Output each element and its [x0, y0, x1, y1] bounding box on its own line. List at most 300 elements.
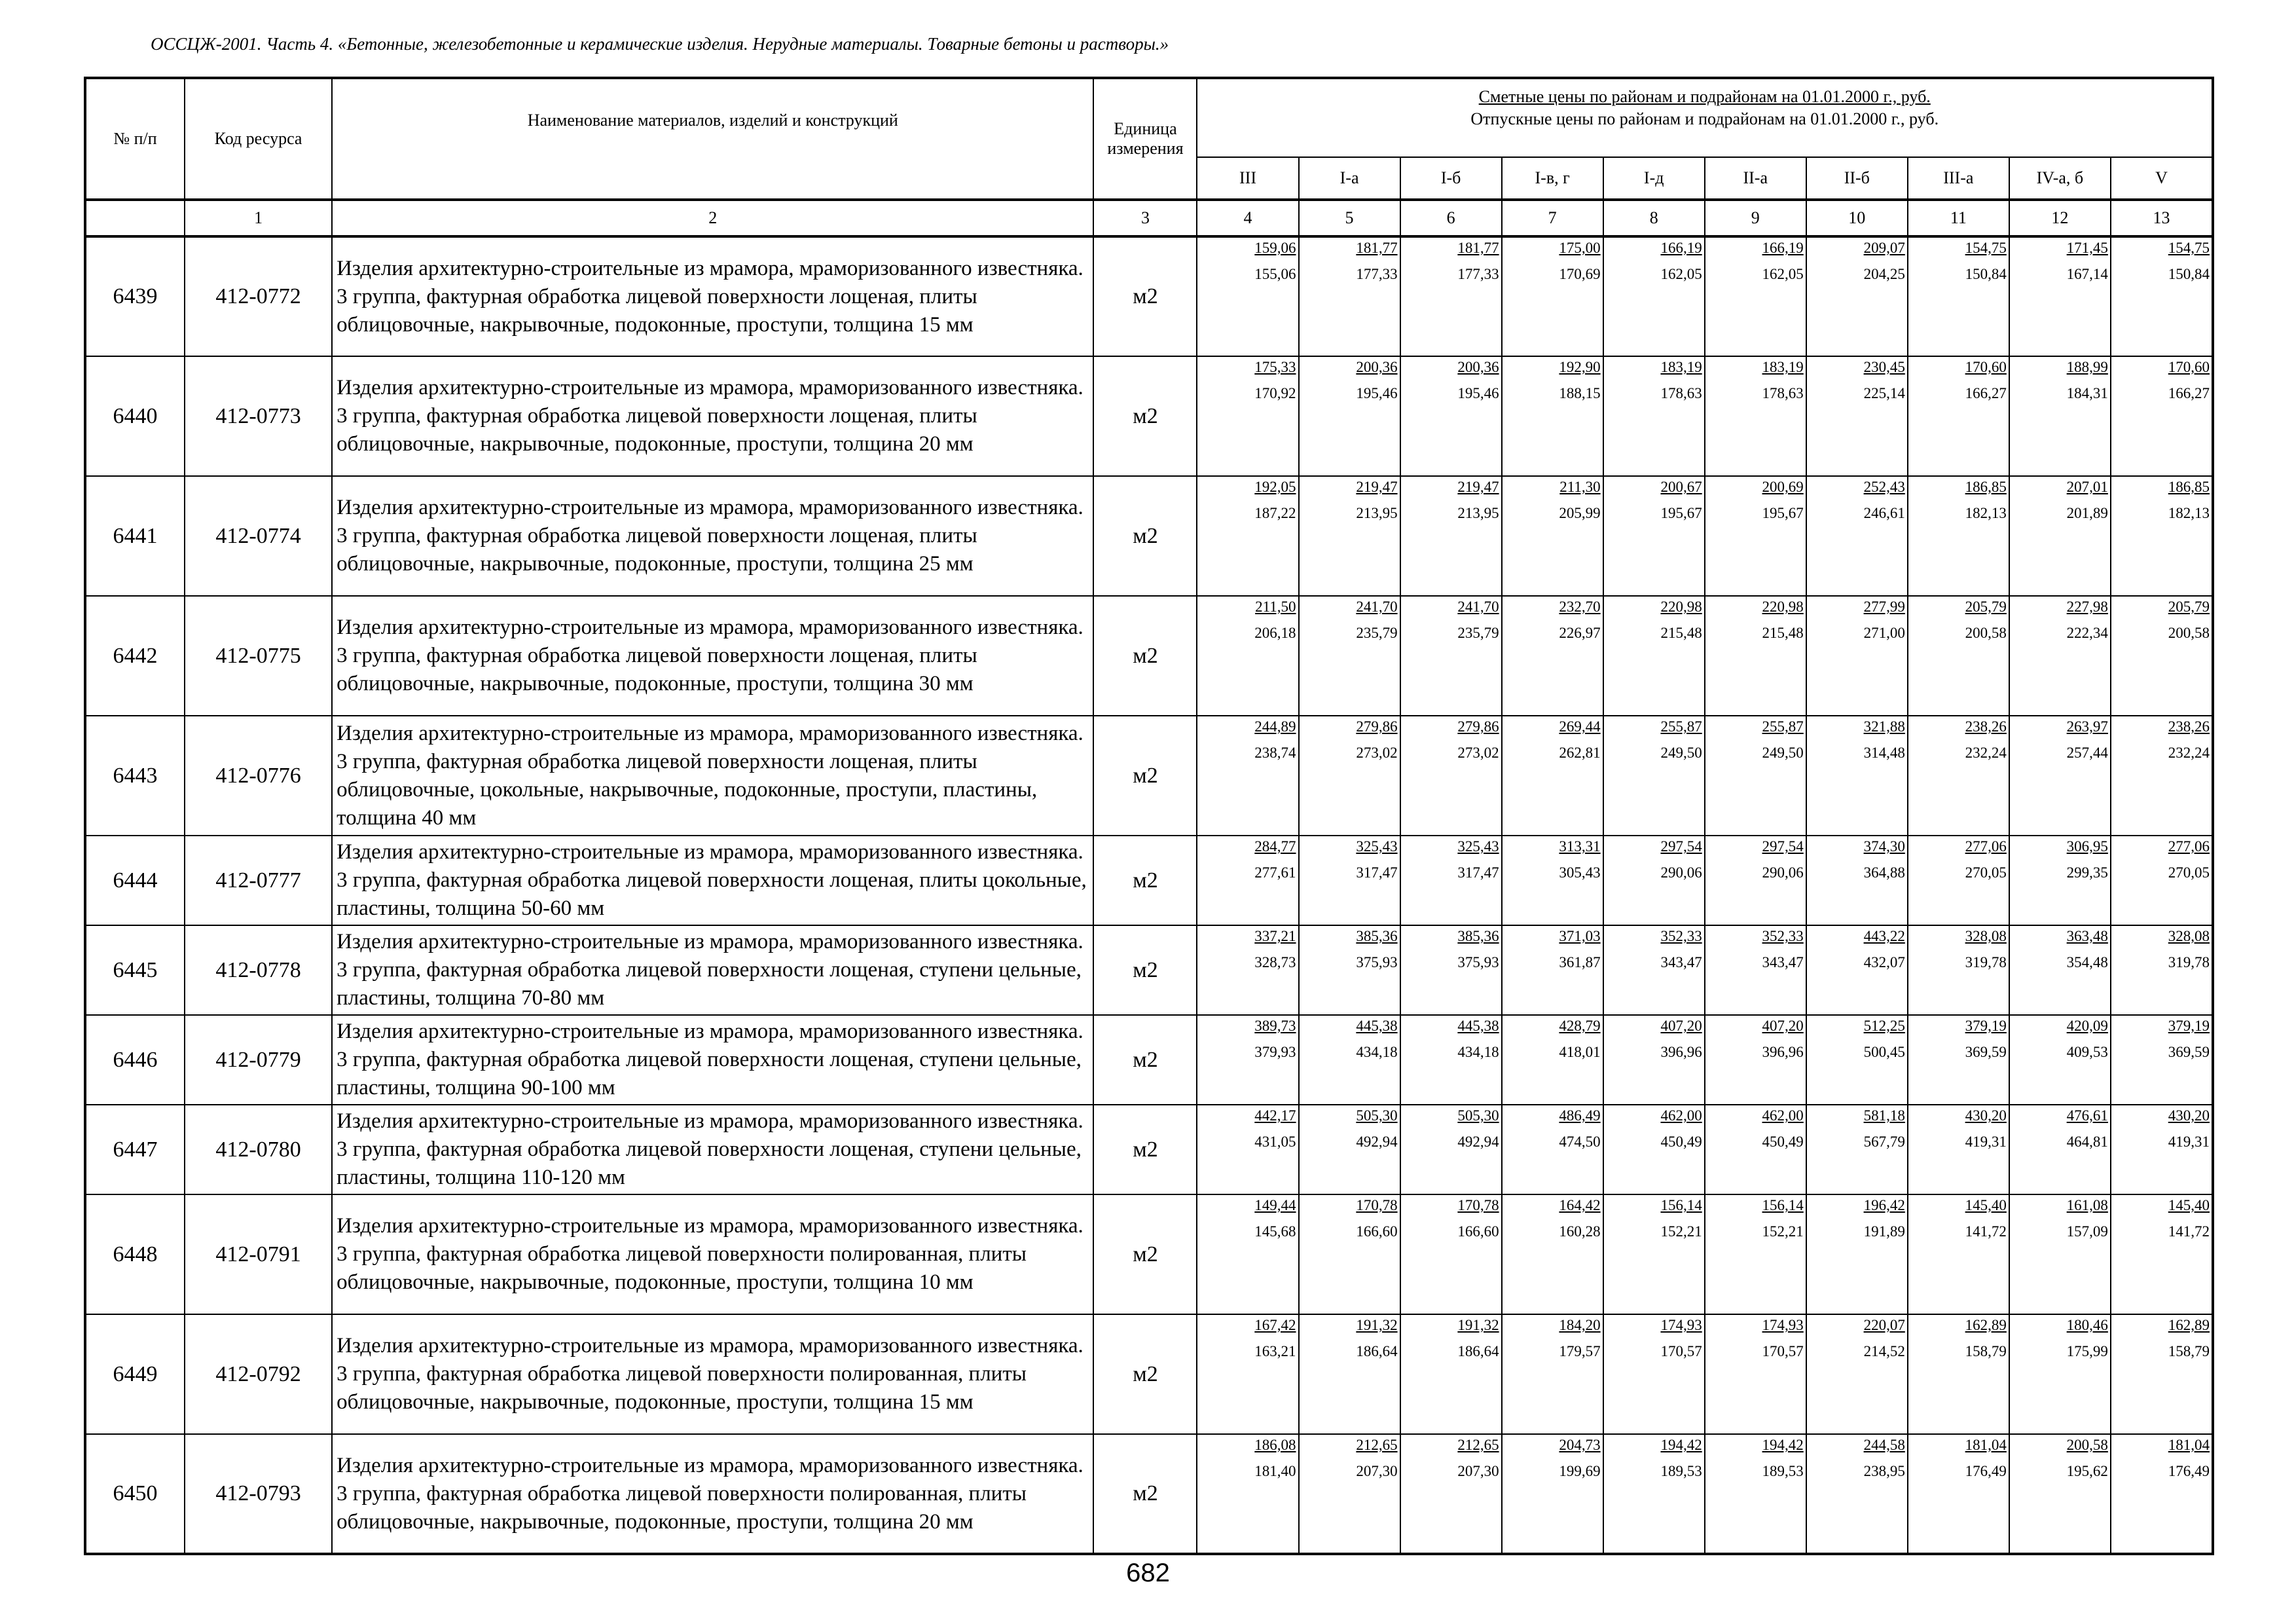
estimated-price: 238,26 [1965, 718, 2007, 735]
estimated-price: 174,93 [1660, 1317, 1702, 1333]
wholesale-price: 195,46 [1457, 385, 1499, 401]
estimated-price: 200,69 [1762, 479, 1804, 495]
wholesale-price: 145,68 [1254, 1223, 1296, 1240]
unit-of-measure: м2 [1093, 356, 1197, 476]
wholesale-price: 213,95 [1356, 505, 1398, 521]
row-number: 6448 [85, 1194, 185, 1314]
price-cell [2009, 236, 2111, 356]
wholesale-price: 162,05 [1660, 266, 1702, 282]
price-cell [1705, 1015, 1806, 1105]
resource-code: 412-0780 [185, 1105, 332, 1194]
price-cell [1400, 1105, 1502, 1194]
estimated-price: 154,75 [2168, 240, 2210, 256]
column-number: 13 [2111, 200, 2213, 236]
price-cell [1603, 236, 1705, 356]
estimated-price: 166,19 [1762, 240, 1804, 256]
column-number: 5 [1299, 200, 1400, 236]
price-cell [2009, 596, 2111, 716]
price-cell [1705, 1194, 1806, 1314]
wholesale-price: 195,67 [1762, 505, 1804, 521]
wholesale-price: 166,27 [1965, 385, 2007, 401]
estimated-price: 175,33 [1254, 359, 1296, 375]
column-number: 9 [1705, 200, 1806, 236]
wholesale-price: 396,96 [1660, 1044, 1702, 1060]
region-header: V [2111, 157, 2213, 200]
price-cell [1400, 716, 1502, 836]
region-header: II-б [1806, 157, 1908, 200]
unit-of-measure: м2 [1093, 596, 1197, 716]
row-number: 6450 [85, 1434, 185, 1554]
material-name: Изделия архитектурно-строительные из мрамора, мраморизованного известняка. 3 группа, фактурная обработка лицевой поверхности полированная, плиты облицовочные, накрывочные, подоконные, проступи, толщина 20 мм [332, 1434, 1093, 1554]
estimated-price: 337,21 [1254, 928, 1296, 944]
price-cell [1299, 925, 1400, 1015]
wholesale-price: 379,93 [1254, 1044, 1296, 1060]
price-cell [1299, 1194, 1400, 1314]
unit-of-measure: м2 [1093, 1105, 1197, 1194]
price-cell [1705, 236, 1806, 356]
material-name: Изделия архитектурно-строительные из мрамора, мраморизованного известняка. 3 группа, фактурная обработка лицевой поверхности лощеная, плиты облицовочные, накрывочные, подоконные, проступи, толщина 30 мм [332, 596, 1093, 716]
row-number: 6446 [85, 1015, 185, 1105]
material-name: Изделия архитектурно-строительные из мрамора, мраморизованного известняка. 3 группа, фактурная обработка лицевой поверхности лощеная, плиты облицовочные, накрывочные, подоконные, проступи, толщина 25 мм [332, 476, 1093, 596]
table-row [85, 1105, 2213, 1194]
wholesale-price: 166,60 [1457, 1223, 1499, 1240]
wholesale-price: 199,69 [1559, 1463, 1601, 1479]
wholesale-price: 215,48 [1660, 625, 1702, 641]
price-cell [2009, 925, 2111, 1015]
estimated-price: 476,61 [2066, 1107, 2108, 1124]
wholesale-price: 450,49 [1660, 1134, 1702, 1150]
price-cell [1603, 836, 1705, 925]
table-body [85, 236, 2213, 1554]
price-cell [2111, 1434, 2213, 1554]
estimated-price: 156,14 [1660, 1197, 1702, 1213]
row-number: 6444 [85, 836, 185, 925]
price-cell [1705, 476, 1806, 596]
column-number: 11 [1908, 200, 2009, 236]
estimated-price: 167,42 [1254, 1317, 1296, 1333]
price-cell [2009, 356, 2111, 476]
price-cell [2009, 1314, 2111, 1434]
price-cell [1806, 1105, 1908, 1194]
estimated-price: 445,38 [1356, 1018, 1398, 1034]
wholesale-price: 177,33 [1356, 266, 1398, 282]
wholesale-price: 207,30 [1356, 1463, 1398, 1479]
table-row [85, 925, 2213, 1015]
price-cell [1197, 596, 1298, 716]
wholesale-price: 235,79 [1457, 625, 1499, 641]
wholesale-price: 204,25 [1863, 266, 1905, 282]
price-cell [1197, 925, 1298, 1015]
estimated-price: 171,45 [2066, 240, 2108, 256]
wholesale-price: 277,61 [1254, 864, 1296, 881]
estimated-price: 277,06 [2168, 838, 2210, 855]
price-cell [2009, 1194, 2111, 1314]
price-cell [1806, 1434, 1908, 1554]
estimated-price: 321,88 [1863, 718, 1905, 735]
estimated-price: 175,00 [1559, 240, 1601, 256]
wholesale-price: 189,53 [1762, 1463, 1804, 1479]
wholesale-price: 166,27 [2168, 385, 2210, 401]
column-number: 7 [1502, 200, 1603, 236]
material-name: Изделия архитектурно-строительные из мрамора, мраморизованного известняка. 3 группа, фактурная обработка лицевой поверхности лощеная, ступени цельные, пластины, толщина 110-120 мм [332, 1105, 1093, 1194]
estimated-price: 328,08 [1965, 928, 2007, 944]
row-number: 6441 [85, 476, 185, 596]
wholesale-price: 354,48 [2066, 954, 2108, 970]
estimated-price: 170,60 [2168, 359, 2210, 375]
wholesale-price: 238,95 [1863, 1463, 1905, 1479]
estimated-price: 170,78 [1457, 1197, 1499, 1213]
wholesale-price: 195,62 [2066, 1463, 2108, 1479]
estimated-price: 204,73 [1559, 1437, 1601, 1453]
wholesale-price: 207,30 [1457, 1463, 1499, 1479]
price-cell [1908, 1194, 2009, 1314]
estimated-price: 186,85 [2168, 479, 2210, 495]
estimated-price: 191,32 [1356, 1317, 1398, 1333]
price-cell [1705, 1434, 1806, 1554]
price-cell [1705, 356, 1806, 476]
material-name: Изделия архитектурно-строительные из мрамора, мраморизованного известняка. 3 группа, фактурная обработка лицевой поверхности лощеная, плиты цокольные, пластины, толщина 50-60 мм [332, 836, 1093, 925]
material-name: Изделия архитектурно-строительные из мрамора, мраморизованного известняка. 3 группа, фактурная обработка лицевой поверхности лощеная, плиты облицовочные, накрывочные, подоконные, проступи, толщина 20 мм [332, 356, 1093, 476]
estimated-price: 174,93 [1762, 1317, 1804, 1333]
region-header: I-д [1603, 157, 1705, 200]
price-cell [1603, 356, 1705, 476]
price-cell [1400, 1015, 1502, 1105]
price-cell [1197, 356, 1298, 476]
price-cell [1908, 356, 2009, 476]
price-cell [1197, 1015, 1298, 1105]
price-cell [1400, 1314, 1502, 1434]
price-cell [2009, 476, 2111, 596]
wholesale-price: 246,61 [1863, 505, 1905, 521]
material-name: Изделия архитектурно-строительные из мрамора, мраморизованного известняка. 3 группа, фактурная обработка лицевой поверхности полированная, плиты облицовочные, накрывочные, подоконные, проступи, толщина 10 мм [332, 1194, 1093, 1314]
estimated-price: 212,65 [1356, 1437, 1398, 1453]
row-number: 6440 [85, 356, 185, 476]
resource-code: 412-0779 [185, 1015, 332, 1105]
unit-of-measure: м2 [1093, 476, 1197, 596]
estimated-price: 145,40 [2168, 1197, 2210, 1213]
wholesale-price: 213,95 [1457, 505, 1499, 521]
price-cell [1705, 1314, 1806, 1434]
wholesale-price: 157,09 [2066, 1223, 2108, 1240]
wholesale-price: 178,63 [1762, 385, 1804, 401]
wholesale-price: 270,05 [2168, 864, 2210, 881]
wholesale-price: 257,44 [2066, 745, 2108, 761]
estimated-price: 512,25 [1863, 1018, 1905, 1034]
wholesale-price: 290,06 [1660, 864, 1702, 881]
wholesale-price: 205,99 [1559, 505, 1601, 521]
price-cell [1299, 596, 1400, 716]
price-cell [1806, 836, 1908, 925]
price-cell [1908, 716, 2009, 836]
wholesale-price: 160,28 [1559, 1223, 1601, 1240]
estimated-price: 430,20 [1965, 1107, 2007, 1124]
price-cell [1603, 596, 1705, 716]
estimated-price: 181,04 [2168, 1437, 2210, 1453]
unit-of-measure: м2 [1093, 1434, 1197, 1554]
row-number: 6447 [85, 1105, 185, 1194]
price-cell [1197, 1434, 1298, 1554]
col-header-name: Наименование материалов, изделий и конструкций [332, 78, 1093, 200]
wholesale-price: 271,00 [1863, 625, 1905, 641]
wholesale-price: 189,53 [1660, 1463, 1702, 1479]
price-cell [1502, 836, 1603, 925]
table-row [85, 1314, 2213, 1434]
table-row [85, 1194, 2213, 1314]
table-row [85, 476, 2213, 596]
price-cell [1806, 476, 1908, 596]
price-cell [1705, 836, 1806, 925]
estimated-price: 443,22 [1863, 928, 1905, 944]
price-cell [1502, 1194, 1603, 1314]
wholesale-price: 409,53 [2066, 1044, 2108, 1060]
wholesale-price: 319,78 [1965, 954, 2007, 970]
wholesale-price: 343,47 [1660, 954, 1702, 970]
wholesale-price: 328,73 [1254, 954, 1296, 970]
price-cell [2111, 1194, 2213, 1314]
price-cell [1299, 1015, 1400, 1105]
estimated-price: 145,40 [1965, 1197, 2007, 1213]
estimated-price: 205,79 [2168, 599, 2210, 615]
price-cell [1502, 1314, 1603, 1434]
wholesale-price: 162,05 [1762, 266, 1804, 282]
estimated-price: 212,65 [1457, 1437, 1499, 1453]
estimated-price: 252,43 [1863, 479, 1905, 495]
estimated-price: 232,70 [1559, 599, 1601, 615]
wholesale-price: 178,63 [1660, 385, 1702, 401]
price-cell [1197, 716, 1298, 836]
estimated-price: 241,70 [1457, 599, 1499, 615]
price-cell [1603, 1314, 1705, 1434]
wholesale-price: 364,88 [1863, 864, 1905, 881]
estimated-price: 313,31 [1559, 838, 1601, 855]
wholesale-price: 343,47 [1762, 954, 1804, 970]
prices-header-wholesale: Отпускные цены по районам и подрайонам на 01.01.2000 г., руб. [1470, 109, 1939, 128]
estimated-price: 192,05 [1254, 479, 1296, 495]
estimated-price: 181,77 [1457, 240, 1499, 256]
estimated-price: 192,90 [1559, 359, 1601, 375]
estimated-price: 183,19 [1660, 359, 1702, 375]
wholesale-price: 492,94 [1457, 1134, 1499, 1150]
price-cell [1299, 836, 1400, 925]
resource-code: 412-0773 [185, 356, 332, 476]
resource-code: 412-0791 [185, 1194, 332, 1314]
estimated-price: 297,54 [1762, 838, 1804, 855]
estimated-price: 486,49 [1559, 1107, 1601, 1124]
column-number: 1 [185, 200, 332, 236]
table-row [85, 236, 2213, 356]
wholesale-price: 184,31 [2066, 385, 2108, 401]
unit-of-measure: м2 [1093, 236, 1197, 356]
estimated-price: 277,99 [1863, 599, 1905, 615]
estimated-price: 269,44 [1559, 718, 1601, 735]
estimated-price: 238,26 [2168, 718, 2210, 735]
estimated-price: 371,03 [1559, 928, 1601, 944]
estimated-price: 154,75 [1965, 240, 2007, 256]
table-row [85, 1015, 2213, 1105]
estimated-price: 159,06 [1254, 240, 1296, 256]
resource-code: 412-0777 [185, 836, 332, 925]
estimated-price: 385,36 [1356, 928, 1398, 944]
estimated-price: 352,33 [1762, 928, 1804, 944]
wholesale-price: 232,24 [2168, 745, 2210, 761]
estimated-price: 209,07 [1863, 240, 1905, 256]
col-header-prices [1197, 78, 2213, 157]
wholesale-price: 567,79 [1863, 1134, 1905, 1150]
wholesale-price: 369,59 [1965, 1044, 2007, 1060]
wholesale-price: 186,64 [1457, 1343, 1499, 1359]
price-cell [1806, 1015, 1908, 1105]
estimated-price: 186,08 [1254, 1437, 1296, 1453]
material-name: Изделия архитектурно-строительные из мрамора, мраморизованного известняка. 3 группа, фактурная обработка лицевой поверхности лощеная, плиты облицовочные, накрывочные, подоконные, проступи, толщина 15 мм [332, 236, 1093, 356]
table-row [85, 836, 2213, 925]
material-name: Изделия архитектурно-строительные из мрамора, мраморизованного известняка. 3 группа, фактурная обработка лицевой поверхности лощеная, ступени цельные, пластины, толщина 90-100 мм [332, 1015, 1093, 1105]
estimated-price: 166,19 [1660, 240, 1702, 256]
estimated-price: 186,85 [1965, 479, 2007, 495]
estimated-price: 230,45 [1863, 359, 1905, 375]
estimated-price: 205,79 [1965, 599, 2007, 615]
estimated-price: 352,33 [1660, 928, 1702, 944]
price-cell [1705, 596, 1806, 716]
price-cell [2111, 596, 2213, 716]
region-header: I-а [1299, 157, 1400, 200]
row-number: 6449 [85, 1314, 185, 1434]
column-number: 8 [1603, 200, 1705, 236]
wholesale-price: 187,22 [1254, 505, 1296, 521]
wholesale-price: 152,21 [1762, 1223, 1804, 1240]
price-cell [1908, 596, 2009, 716]
price-cell [1908, 476, 2009, 596]
estimated-price: 306,95 [2066, 838, 2108, 855]
price-cell [1400, 356, 1502, 476]
price-cell [1400, 1434, 1502, 1554]
region-header: III-а [1908, 157, 2009, 200]
estimated-price: 379,19 [1965, 1018, 2007, 1034]
wholesale-price: 249,50 [1762, 745, 1804, 761]
estimated-price: 220,98 [1762, 599, 1804, 615]
col-header-num: № п/п [85, 78, 185, 200]
price-cell [2111, 476, 2213, 596]
price-cell [2111, 356, 2213, 476]
wholesale-price: 226,97 [1559, 625, 1601, 641]
unit-of-measure: м2 [1093, 716, 1197, 836]
estimated-price: 211,50 [1255, 599, 1296, 615]
wholesale-price: 141,72 [2168, 1223, 2210, 1240]
unit-of-measure: м2 [1093, 1314, 1197, 1434]
estimated-price: 241,70 [1356, 599, 1398, 615]
wholesale-price: 175,99 [2066, 1343, 2108, 1359]
wholesale-price: 195,67 [1660, 505, 1702, 521]
price-cell [1603, 1434, 1705, 1554]
estimated-price: 200,67 [1660, 479, 1702, 495]
wholesale-price: 418,01 [1559, 1044, 1601, 1060]
row-number: 6442 [85, 596, 185, 716]
wholesale-price: 214,52 [1863, 1343, 1905, 1359]
price-cell [2111, 836, 2213, 925]
unit-of-measure: м2 [1093, 1194, 1197, 1314]
estimated-price: 325,43 [1457, 838, 1499, 855]
wholesale-price: 419,31 [1965, 1134, 2007, 1150]
wholesale-price: 200,58 [2168, 625, 2210, 641]
estimated-price: 220,07 [1863, 1317, 1905, 1333]
estimated-price: 430,20 [2168, 1107, 2210, 1124]
table-row [85, 356, 2213, 476]
price-cell [1197, 1194, 1298, 1314]
material-name: Изделия архитектурно-строительные из мрамора, мраморизованного известняка. 3 группа, фактурная обработка лицевой поверхности полированная, плиты облицовочные, накрывочные, подоконные, проступи, толщина 15 мм [332, 1314, 1093, 1434]
wholesale-price: 170,57 [1762, 1343, 1804, 1359]
price-cell [1502, 1105, 1603, 1194]
wholesale-price: 186,64 [1356, 1343, 1398, 1359]
wholesale-price: 152,21 [1660, 1223, 1702, 1240]
wholesale-price: 238,74 [1254, 745, 1296, 761]
region-header: IV-а, б [2009, 157, 2111, 200]
price-cell [2111, 1314, 2213, 1434]
price-cell [1502, 1434, 1603, 1554]
price-cell [2111, 925, 2213, 1015]
price-cell [2009, 716, 2111, 836]
wholesale-price: 170,57 [1660, 1343, 1702, 1359]
wholesale-price: 396,96 [1762, 1044, 1804, 1060]
estimated-price: 161,08 [2066, 1197, 2108, 1213]
estimated-price: 219,47 [1457, 479, 1499, 495]
column-number [85, 200, 185, 236]
column-number: 6 [1400, 200, 1502, 236]
estimated-price: 284,77 [1254, 838, 1296, 855]
estimated-price: 277,06 [1965, 838, 2007, 855]
wholesale-price: 158,79 [1965, 1343, 2007, 1359]
wholesale-price: 270,05 [1965, 864, 2007, 881]
price-cell [2009, 1015, 2111, 1105]
estimated-price: 191,32 [1457, 1317, 1499, 1333]
price-cell [1806, 236, 1908, 356]
wholesale-price: 375,93 [1356, 954, 1398, 970]
row-number: 6439 [85, 236, 185, 356]
price-cell [1502, 925, 1603, 1015]
wholesale-price: 432,07 [1863, 954, 1905, 970]
price-cell [1299, 716, 1400, 836]
wholesale-price: 299,35 [2066, 864, 2108, 881]
price-cell [1299, 356, 1400, 476]
price-cell [1806, 356, 1908, 476]
price-cell [1806, 1314, 1908, 1434]
resource-code: 412-0774 [185, 476, 332, 596]
estimated-price: 211,30 [1559, 479, 1601, 495]
price-cell [1400, 925, 1502, 1015]
resource-code: 412-0775 [185, 596, 332, 716]
price-cell [1502, 1015, 1603, 1105]
wholesale-price: 273,02 [1356, 745, 1398, 761]
wholesale-price: 319,78 [2168, 954, 2210, 970]
resource-code: 412-0776 [185, 716, 332, 836]
resource-code: 412-0772 [185, 236, 332, 356]
price-cell [1400, 476, 1502, 596]
page-number: 682 [1126, 1559, 1170, 1587]
wholesale-price: 191,89 [1863, 1223, 1905, 1240]
wholesale-price: 176,49 [2168, 1463, 2210, 1479]
table-row [85, 716, 2213, 836]
estimated-price: 244,89 [1254, 718, 1296, 735]
price-cell [1502, 236, 1603, 356]
unit-of-measure: м2 [1093, 925, 1197, 1015]
wholesale-price: 225,14 [1863, 385, 1905, 401]
estimated-price: 420,09 [2066, 1018, 2108, 1034]
price-cell [1299, 236, 1400, 356]
price-cell [2111, 236, 2213, 356]
price-cell [2009, 1105, 2111, 1194]
wholesale-price: 361,87 [1559, 954, 1601, 970]
wholesale-price: 249,50 [1660, 745, 1702, 761]
unit-of-measure: м2 [1093, 1015, 1197, 1105]
price-cell [1502, 476, 1603, 596]
